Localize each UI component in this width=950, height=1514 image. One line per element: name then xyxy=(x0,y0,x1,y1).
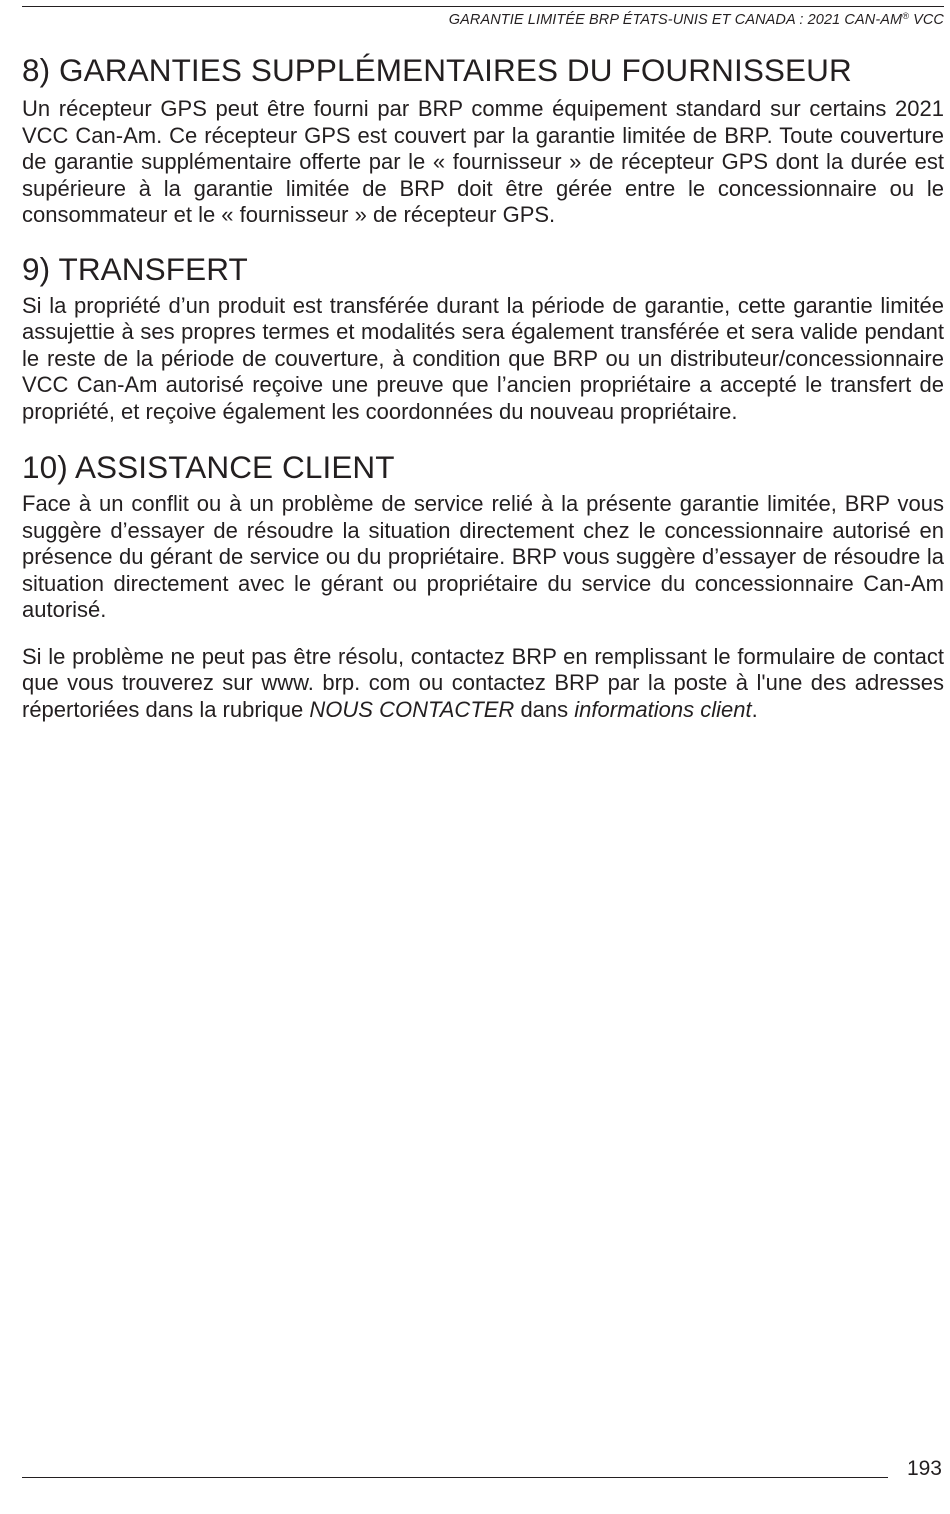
section-9-paragraph: Si la propriété d’un produit est transférée durant la période de garantie, cette garantie limitée assujettie à ses propres termes et modalités sera également transférée et sera valide pendant le reste de la période de couverture, à condition que BRP ou un distributeur/concessionnaire VCC Can-Am autorisé reçoive une preuve que l’ancien propriétaire a accepté le transfert de propriété, et reçoive également les coordonnées du nouveau propriétaire. xyxy=(22,292,944,424)
paragraph-2-start: Si le problème ne peut pas être résolu, contactez BRP en remplissant le formulaire de contact que vous trouverez sur www. brp. com ou contactez BRP par la poste à l'une des adresses répertoriées dans la rubrique xyxy=(22,643,944,722)
customer-information-reference: informations client xyxy=(574,696,752,722)
paragraph-2-end: . xyxy=(751,696,758,722)
footer-rule xyxy=(22,1477,888,1478)
header-rule xyxy=(22,6,944,7)
contact-us-reference: NOUS CONTACTER xyxy=(309,696,515,722)
running-header-title: GARANTIE LIMITÉE BRP ÉTATS-UNIS ET CANADA : 2021 CAN-AM xyxy=(448,12,903,28)
section-transfer xyxy=(22,251,944,426)
section-10-paragraph-2 xyxy=(22,644,944,724)
page-content xyxy=(22,52,944,723)
paragraph-2-middle: dans xyxy=(514,696,575,722)
section-8-title: 8) GARANTIES SUPPLÉMENTAIRES DU FOURNISSEUR xyxy=(22,52,852,88)
registered-mark: ® xyxy=(902,11,909,21)
running-header-suffix: VCC xyxy=(908,12,944,28)
section-10-paragraph-1: Face à un conflit ou à un problème de service relié à la présente garantie limitée, BRP vous suggère d’essayer de résoudre la situation directement chez le concessionnaire autorisé en présence du gérant de service ou du propriétaire. BRP vous suggère d’essayer de résoudre la situation directement avec le gérant ou propriétaire du service du concessionnaire Can-Am autorisé. xyxy=(22,491,944,622)
running-header xyxy=(449,11,944,28)
section-10-title: 10) ASSISTANCE CLIENT xyxy=(22,449,395,485)
section-8-paragraph: Un récepteur GPS peut être fourni par BRP comme équipement standard sur certains 2021 VCC Can-Am. Ce récepteur GPS est couvert par la garantie limitée de BRP. Toute couverture de garantie supplémentaire offerte par le « fournisseur » de récepteur GPS dont la durée est supérieure à la garantie limitée de BRP doit être gérée entre le concessionnaire ou le consommateur et le « fournisseur » de récepteur GPS. xyxy=(22,96,944,227)
section-supplier-warranties xyxy=(22,52,944,229)
page-number: 193 xyxy=(906,1457,942,1480)
section-customer-assistance xyxy=(22,449,944,723)
section-9-title: 9) TRANSFERT xyxy=(22,250,248,287)
